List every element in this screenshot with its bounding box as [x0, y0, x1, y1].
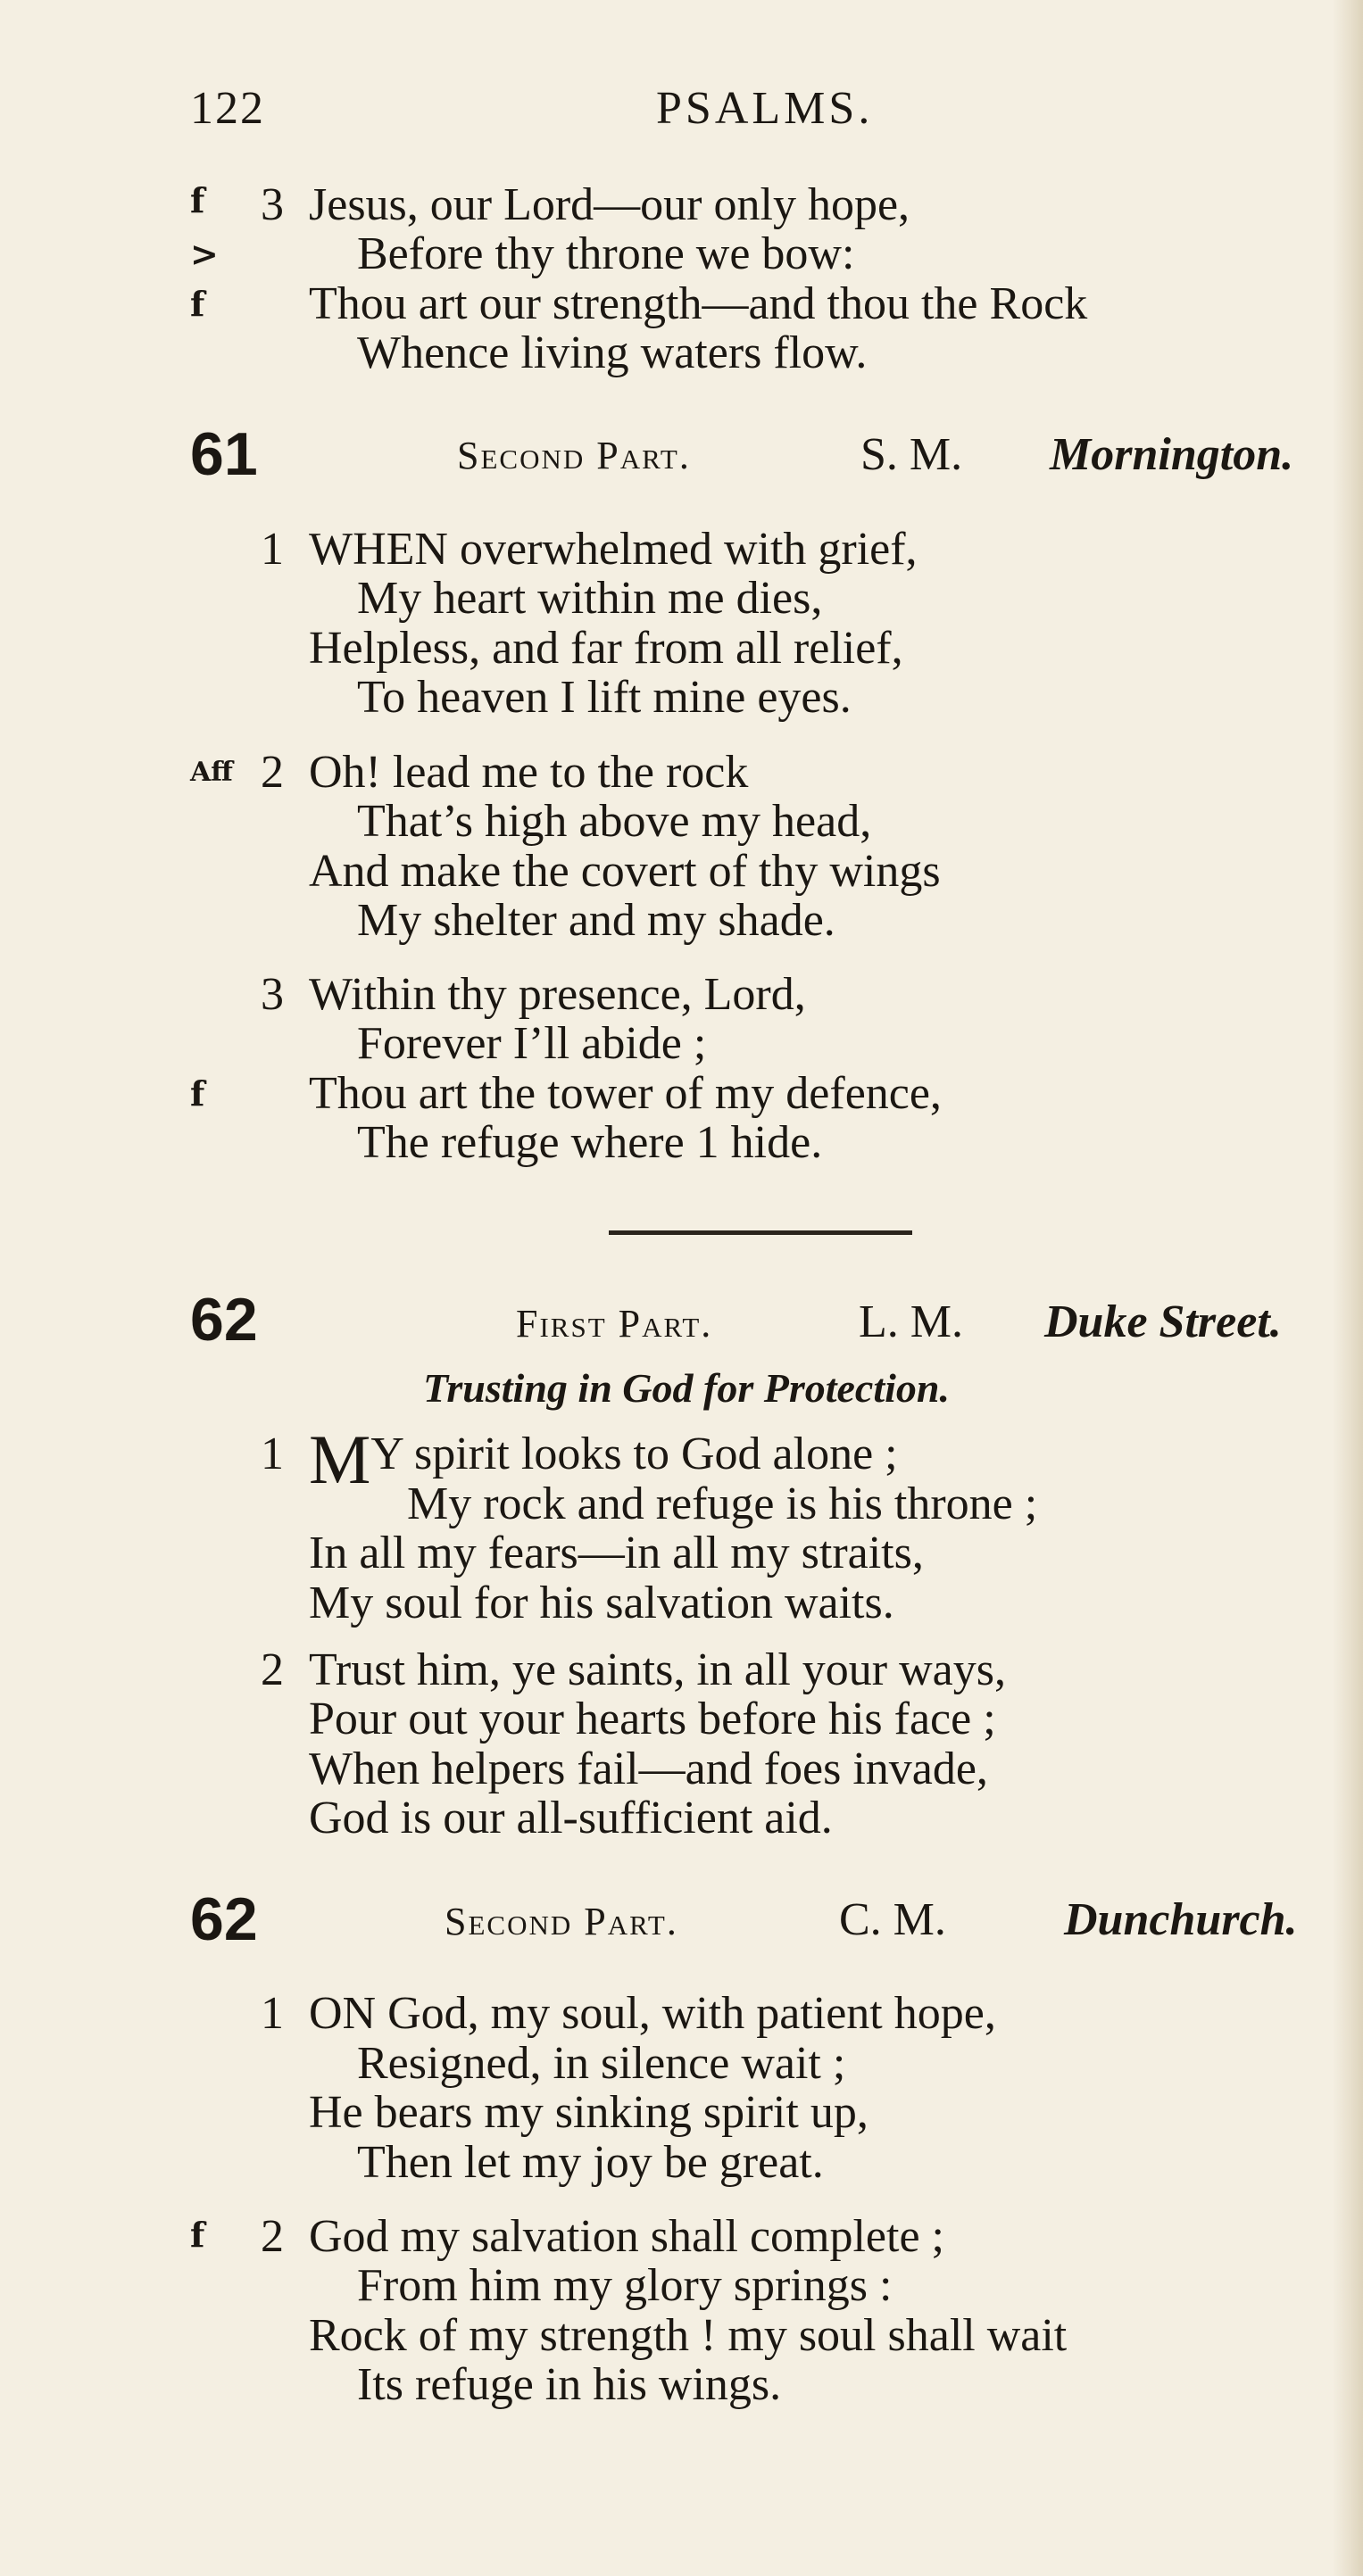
verse-line: Its refuge in his wings.	[357, 2359, 782, 2410]
stanza-number: 2	[261, 747, 284, 798]
verse-line: He bears my sinking spirit up,	[309, 2087, 868, 2138]
stanza-number: 1	[261, 524, 284, 575]
hymn-meter: S. M.	[860, 429, 963, 480]
verse-line: Forever I’ll abide ;	[357, 1018, 707, 1069]
drop-cap: M	[309, 1421, 371, 1498]
hymn-number: 61	[190, 420, 258, 488]
verse-line: God my salvation shall complete ;	[309, 2211, 944, 2262]
dynamic-mark-forte: f	[190, 180, 205, 220]
verse-line: Within thy presence, Lord,	[309, 969, 806, 1020]
verse-line: Resigned, in silence wait ;	[357, 2038, 846, 2089]
hymn-part-text: First Part.	[516, 1302, 713, 1346]
section-divider-rule	[609, 1230, 912, 1235]
verse-line-rest: Y spirit looks to God alone ;	[370, 1429, 898, 1479]
running-title: PSALMS.	[656, 83, 874, 134]
hymn-subtitle: Trusting in God for Protection.	[423, 1365, 950, 1411]
stanza-number: 3	[261, 179, 284, 230]
verse-line: That’s high above my head,	[357, 796, 872, 847]
verse-line: And make the covert of thy wings	[309, 846, 941, 897]
verse-line: WHEN overwhelmed with grief,	[309, 524, 918, 575]
verse-line: My shelter and my shade.	[357, 895, 835, 946]
verse-line: When helpers fail—and foes invade,	[309, 1744, 988, 1794]
hymn-tune: Dunchurch.	[1064, 1894, 1298, 1945]
hymn-meter: C. M.	[839, 1894, 946, 1945]
verse-line: Oh! lead me to the rock	[309, 747, 749, 798]
dynamic-mark-affettuoso: Aff	[190, 757, 233, 788]
verse-line: Jesus, our Lord—our only hope,	[309, 179, 910, 230]
verse-line: Whence living waters flow.	[357, 327, 868, 378]
dynamic-mark-forte: f	[190, 2215, 205, 2255]
verse-line: My rock and refuge is his throne ;	[407, 1479, 1038, 1529]
hymn-meter: L. M.	[859, 1296, 963, 1347]
verse-line: The refuge where 1 hide.	[357, 1117, 823, 1168]
stanza-number: 2	[261, 1644, 284, 1695]
stanza-number: 1	[261, 1429, 284, 1479]
verse-line: Pour out your hearts before his face ;	[309, 1694, 996, 1744]
verse-line: Thou art our strength—and thou the Rock	[309, 278, 1088, 329]
hymn-part	[445, 1899, 678, 1944]
stanza-number: 1	[261, 1988, 284, 2039]
verse-line: Before thy throne we bow:	[357, 228, 855, 279]
dynamic-mark-forte: f	[190, 284, 205, 324]
verse-line: Thou art the tower of my defence,	[309, 1068, 942, 1119]
hymn-number: 62	[190, 1885, 258, 1953]
dynamic-mark-forte: f	[190, 1073, 205, 1114]
stanza-number: 2	[261, 2211, 284, 2262]
stanza-number: 3	[261, 969, 284, 1020]
page-edge-shadow	[1333, 0, 1363, 2576]
page-number: 122	[190, 83, 265, 134]
verse-line: My heart within me dies,	[357, 573, 823, 624]
verse-line: In all my fears—in all my straits,	[309, 1528, 924, 1578]
hymn-part	[457, 433, 691, 478]
verse-line: Trust him, ye saints, in all your ways,	[309, 1644, 1006, 1695]
hymn-tune: Duke Street.	[1044, 1296, 1282, 1347]
verse-line: God is our all-sufficient aid.	[309, 1793, 833, 1843]
verse-line: ON God, my soul, with patient hope,	[309, 1988, 996, 2039]
verse-line: My soul for his salvation waits.	[309, 1578, 894, 1628]
verse-line: Rock of my strength ! my soul shall wait	[309, 2310, 1068, 2361]
hymn-tune: Mornington.	[1050, 429, 1294, 480]
verse-line: To heaven I lift mine eyes.	[357, 672, 852, 723]
verse-line: From him my glory springs :	[357, 2260, 893, 2311]
dynamic-mark-accent: >	[190, 234, 219, 274]
hymn-part	[516, 1301, 712, 1346]
verse-line: Helpless, and far from all relief,	[309, 623, 903, 674]
hymn-part-text: Second Part.	[457, 434, 691, 477]
hymn-part-text: Second Part.	[445, 1900, 678, 1943]
verse-line: Then let my joy be great.	[357, 2137, 824, 2188]
hymn-number: 62	[190, 1286, 258, 1354]
